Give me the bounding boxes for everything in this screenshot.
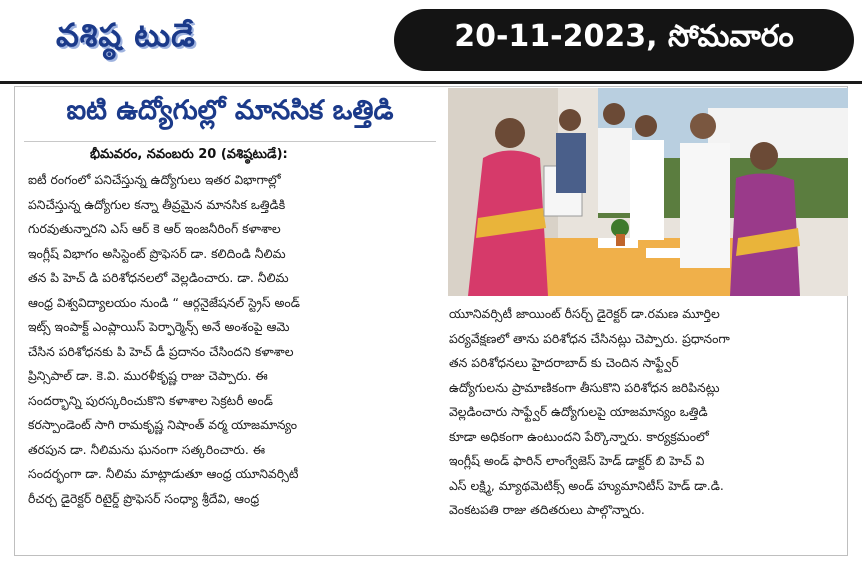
masthead-divider xyxy=(0,81,862,84)
photo-person-4-body xyxy=(630,140,664,240)
article-text-line: ఇట్స్ ఇంపాక్ట్ ఎంప్లాయిస్ పెర్ఫార్మెన్స్ అనే అంశంపై ఆమె xyxy=(28,319,290,334)
photo-person-5-body xyxy=(680,143,730,268)
photo-person-honoree-head xyxy=(495,118,525,148)
photo-person-5-head xyxy=(690,113,716,139)
article-right-column xyxy=(449,302,839,523)
article-text-line: పనిచేస్తున్న ఉద్యోగుల కన్నా తీవ్రమైన మానసిక ఒత్తిడికి xyxy=(28,196,286,212)
article-text-line: ప్రిన్సిపాల్ డా. కె.వి. మురళీకృష్ణ రాజు చెప్పారు. ఈ xyxy=(28,368,268,383)
article-text-line: పర్యవేక్షణలో తాను పరిశోధన చేసినట్లు చెప్పారు. ప్రధానంగా xyxy=(449,330,730,346)
photo-illustration xyxy=(448,88,848,296)
article-dateline: భీమవరం, నవంబరు 20 (వశిష్ఠటుడే): xyxy=(90,147,288,162)
article-headline: ఐటి ఉద్యోగుల్లో మానసిక ఒత్తిడి xyxy=(66,95,394,126)
headline-divider xyxy=(24,141,436,142)
article-text-line: రీచర్చ డైరెక్టర్ రిటైర్డ్ ప్రొఫెసర్ సంధ్యా శ్రీదేవి, ఆంధ్ర xyxy=(28,490,260,506)
article-text-line: కరస్పాండెంట్ సాగి రామకృష్ణ నిషాంత్ వర్మ యాజమాన్యం xyxy=(28,417,298,432)
photo-person-3-body xyxy=(598,128,632,213)
photo-plant-pot xyxy=(616,234,625,246)
article-text-line: యూనివర్సిటీ జాయింట్ రీసర్చ్ డైరెక్టర్ డా.రమణ మూర్తిల xyxy=(449,306,720,321)
article-text-line: గురవుతున్నారని ఎస్ ఆర్ కె ఆర్ ఇంజనీరింగ్ కళాశాల xyxy=(28,221,281,236)
article-text-line: వెల్లడించారు సాఫ్ట్వేర్ ఉద్యోగులపై యాజమాన్యం ఒత్తిడి xyxy=(449,404,708,419)
article-text-line: కూడా అధికంగా ఉంటుందని పేర్కొన్నారు. కార్యక్రమంలో xyxy=(449,428,709,444)
article-text-line: తరపున డా. నీలిమను ఘనంగా సత్కరించారు. ఈ xyxy=(28,441,266,457)
photo-person-2-body xyxy=(556,133,586,193)
felicitation-photo xyxy=(448,88,848,296)
article-text-line: ఐటీ రంగంలో పనిచేస్తున్న ఉద్యోగులు ఇతర విభాగాల్లో xyxy=(28,172,281,187)
newspaper-name: వశిష్ఠ టుడే xyxy=(56,16,196,54)
photo-person-3-head xyxy=(603,103,625,125)
article-text-line: ఎస్ లక్ష్మి, మ్యాథమెటిక్స్ అండ్ హ్యుమానిటీస్ హెడ్ డా.డి. xyxy=(449,477,724,493)
article-text-line: తన పి హెచ్ డి పరిశోధనలలో వెల్లడించారు. డా. నీలిమ xyxy=(28,270,289,285)
article-text-line: ఉద్యోగులను ప్రామాణికంగా తీసుకొని పరిశోధన జరిపినట్లు xyxy=(449,379,720,395)
date-banner: 20-11-2023, సోమవారం xyxy=(394,9,854,71)
masthead xyxy=(0,0,862,80)
photo-person-2-head xyxy=(559,109,581,131)
article-text-line: చేసిన పరిశోధనకు పి హెచ్ డీ ప్రదానం చేసిందని కళాశాల xyxy=(28,343,294,359)
article-text-line: సందర్భాన్ని పురస్కరించుకొని కళాశాల సెక్రటరీ అండ్ xyxy=(28,392,273,408)
article-text-line: ఇంగ్లీష్ విభాగం అసిస్టెంట్ ప్రొఫెసర్ డా. కలిదిండి నీలిమ xyxy=(28,245,286,261)
article-text-line: వెంకటపతి రాజు తదితరులు పాల్గొన్నారు. xyxy=(449,502,645,517)
photo-person-6-head xyxy=(750,142,778,170)
article-text-line: సందర్భంగా డా. నీలిమ మాట్లాడుతూ ఆంధ్ర యూనివర్సిటీ xyxy=(28,466,299,481)
article-text-line: ఆంధ్ర విశ్వవిద్యాలయం నుండి “ ఆర్గనైజేషనల్ స్ట్రెస్ అండ్ xyxy=(28,294,300,310)
article-left-column xyxy=(28,168,436,511)
photo-person-4-head xyxy=(635,115,657,137)
article-text-line: తన పరిశోధనలు హైదరాబాద్ కు చెందిన సాఫ్ట్వేర్ xyxy=(449,355,679,370)
article-text-line: ఇంగ్లీష్ అండ్ ఫారిన్ లాంగ్వేజెస్ హెడ్ డాక్టర్ బి హెచ్ వి xyxy=(449,453,705,468)
